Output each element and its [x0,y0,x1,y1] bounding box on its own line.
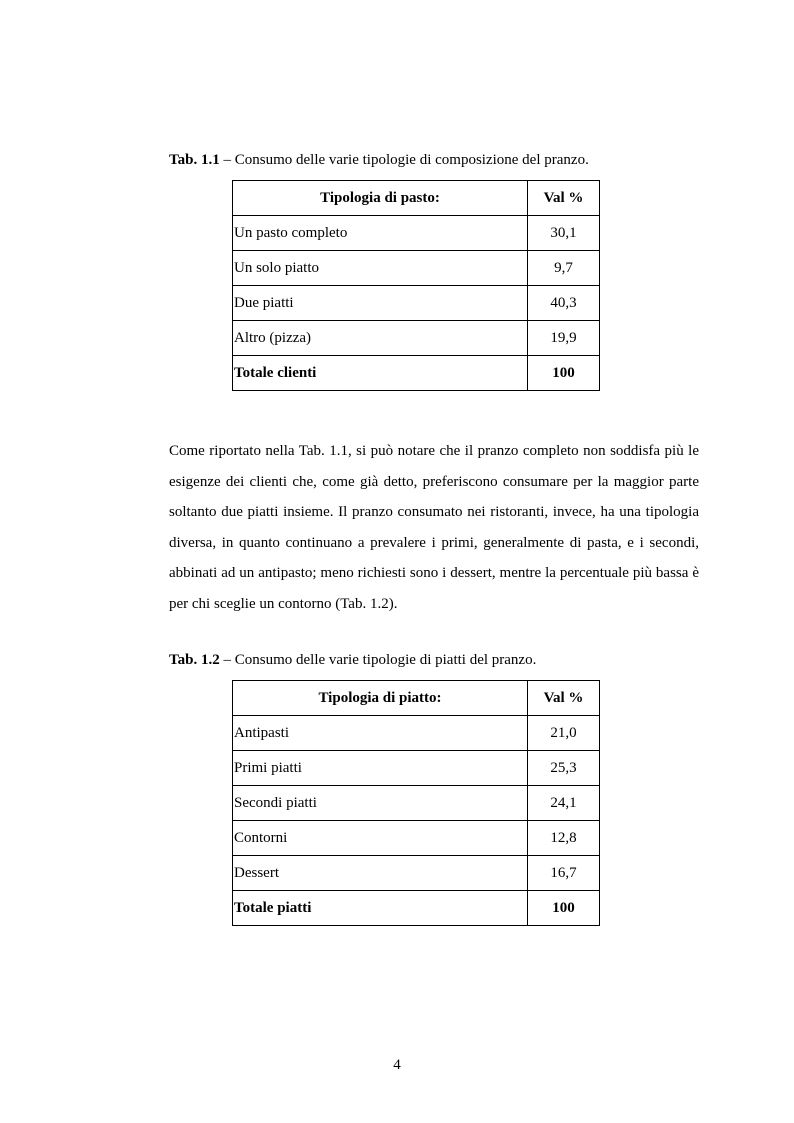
table-row [233,751,600,786]
table-row [233,786,600,821]
table2-total-label: Totale piatti [233,891,528,926]
table2-row-label: Contorni [233,821,528,856]
table1-caption-text: – Consumo delle varie tipologie di composizione del pranzo. [219,152,589,168]
table1-row-value: 9,7 [528,251,600,286]
table-row [233,216,600,251]
table2-row-value: 24,1 [528,786,600,821]
table1-header-category: Tipologia di pasto: [233,181,528,216]
table2-caption [169,651,536,669]
page-number: 4 [393,1057,401,1073]
table1 [232,180,600,391]
table2-row-value: 16,7 [528,856,600,891]
table2-caption-text: – Consumo delle varie tipologie di piatti del pranzo. [219,652,537,668]
table1-header-value: Val % [528,181,600,216]
table2-total-row [233,891,600,926]
table1-caption [169,151,589,169]
table1-row-label: Altro (pizza) [233,321,528,356]
table1-row-label: Due piatti [233,286,528,321]
body-paragraph: Come riportato nella Tab. 1.1, si può notare che il pranzo completo non soddisfa più le esigenze dei clienti che, come già detto, preferiscono consumare per la maggior parte soltanto due piatti insieme. Il pranzo consumato nei ristoranti, invece, ha una tipologia diversa, in quanto continuano a prevalere i primi, generalmente di pasta, e i secondi, abbinati ad un antipasto; meno richiesti sono i dessert, mentre la percentuale più bassa è per chi sceglie un contorno (Tab. 1.2). [169,443,699,612]
table2-row-value: 25,3 [528,751,600,786]
table-row [233,821,600,856]
table1-row-label: Un pasto completo [233,216,528,251]
table2-row-label: Dessert [233,856,528,891]
table-row [233,856,600,891]
table1-row-label: Un solo piatto [233,251,528,286]
table2-header-category: Tipologia di piatto: [233,681,528,716]
table-row [233,716,600,751]
table2-header-value: Val % [528,681,600,716]
table2-row-label: Secondi piatti [233,786,528,821]
table2-total-value: 100 [528,891,600,926]
table2-caption-label: Tab. 1.2 [169,652,220,668]
table2-row-label: Primi piatti [233,751,528,786]
table1-row-value: 19,9 [528,321,600,356]
table2 [232,680,600,926]
table2-row-value: 12,8 [528,821,600,856]
table1-total-label: Totale clienti [233,356,528,391]
table1-header-row [233,181,600,216]
table2-header-row [233,681,600,716]
table-row [233,251,600,286]
table-row [233,321,600,356]
table1-row-value: 40,3 [528,286,600,321]
table1-total-value: 100 [528,356,600,391]
table-row [233,286,600,321]
table2-row-label: Antipasti [233,716,528,751]
table2-row-value: 21,0 [528,716,600,751]
table1-total-row [233,356,600,391]
table1-row-value: 30,1 [528,216,600,251]
table1-caption-label: Tab. 1.1 [169,152,220,168]
